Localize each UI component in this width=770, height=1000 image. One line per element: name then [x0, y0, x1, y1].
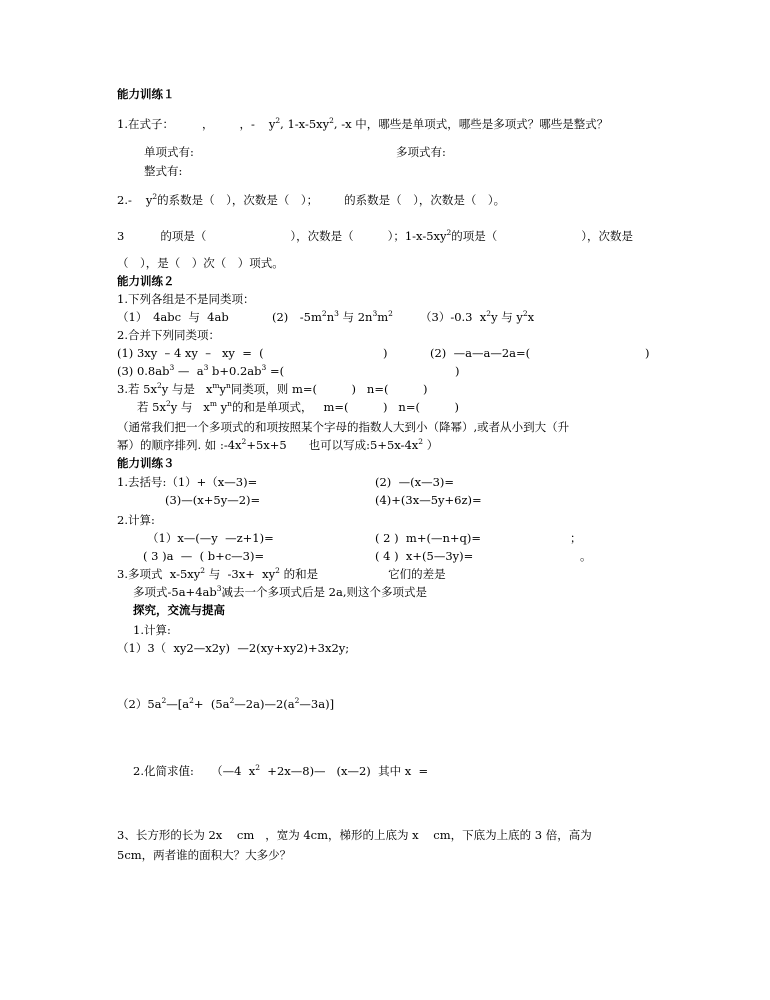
- combine-like-terms-question: 2.合并下列同类项：: [117, 328, 220, 342]
- remove-brackets-4: (4)+(3x—5y+6z)=: [375, 493, 482, 507]
- remove-brackets-3: (3)—(x+5y—2)=: [165, 493, 261, 507]
- area-problem-line-1: 3、长方形的长为 2x cm ，宽为 4cm，梯形的上底为 x cm，下底为上底的 3 倍，高为: [117, 828, 592, 842]
- explore-calculate-2: $(2)5a^2—[a^2+$ $(5a^2—2a)—2(a^2—3a)$]: [117, 696, 335, 711]
- calculate-label: 2.计算:: [117, 513, 155, 527]
- polynomial-sum-question: 3.多项式 $x-5xy^2$ 与 $-3x+ xy^2$ 的和是 它们的差是: [117, 566, 446, 581]
- monomial-sum-question: 若 $5x^2y$ 与 $x^m$ $y^n$的和是单项式， m=( ) n=( ): [137, 399, 459, 414]
- explore-calculate-label: 1.计算:: [133, 623, 171, 637]
- calculate-2-end: ；: [570, 531, 582, 545]
- combine-item-3-close: ): [455, 364, 460, 378]
- combine-item-1-close: ): [383, 346, 388, 360]
- question-3: 3 的项是（ ），次数是（ ）；$1-x-5xy^2$的项是（ ），次数是: [117, 228, 634, 243]
- monomial-answer-label: 单项式有:: [144, 145, 194, 159]
- calculate-3: ( 3 )a — ( b+c—3)=: [143, 549, 265, 563]
- area-problem-line-2: 5cm，两者谁的面积大？大多少？: [117, 848, 292, 862]
- combine-item-2-close: ): [645, 346, 650, 360]
- question-3-line-2: （ ），是（ ）次（ ）项式。: [117, 256, 284, 270]
- like-terms-pair-1: （1） 4abc 与 4ab: [117, 310, 229, 324]
- ordering-note-line-2: 幂）的顺序排列. 如 $:-4x^2+5x+5$ 也可以写成$:5+5x-4x^2$ ）: [117, 437, 439, 452]
- like-terms-pair-2: (2) $-5m^2n^3$ 与 $2n^3m^2$: [272, 309, 393, 324]
- like-terms-pair-3: （3）-0.3 $x^2y$ 与 $y^2x$: [420, 309, 535, 324]
- like-terms-question: 1.下列各组是不是同类项：: [117, 292, 255, 306]
- remove-brackets-1: 1.去括号:（1）+（x—3)=: [117, 475, 258, 489]
- calculate-4: ( 4 ) x+(5—3y)=: [375, 549, 474, 563]
- polynomial-answer-label: 多项式有:: [396, 145, 446, 159]
- remove-brackets-2: (2) —(x—3)=: [375, 475, 455, 489]
- combine-item-2: (2) —a—a—2a=(: [430, 346, 531, 360]
- section-heading-1: 能力训练１: [117, 87, 175, 101]
- section-heading-explore: 探究，交流与提高: [133, 603, 225, 617]
- calculate-4-end: 。: [580, 549, 592, 563]
- simplify-and-evaluate: 2.化简求值: （—4 $x^2$ +2x—8)— (x—2) 其中 x =: [133, 763, 429, 778]
- explore-calculate-1: （1）3（ xy2—x2y) —2(xy+xy2)+3x2y;: [117, 641, 350, 655]
- combine-item-3: (3) $0.8ab^3$ — $a^3$ $b+0.2ab^3$ =(: [117, 363, 285, 378]
- combine-item-1: (1) 3xy – 4 xy – xy = (: [117, 346, 264, 360]
- ordering-note-line-1: （通常我们把一个多项式的和项按照某个字母的指数人大到小（降幂）,或者从小到大（升: [117, 420, 570, 434]
- section-heading-2: 能力训练２: [117, 274, 175, 288]
- calculate-2: ( 2 ) m+(—n+q)=: [375, 531, 481, 545]
- question-1: 1.在式子： ， ，- $y^2$, $1-x-5xy^2$, -x 中，哪些是单项式，哪些是多项式？哪些是整式？: [117, 116, 609, 131]
- polynomial-subtract-question: 多项式$-5a+4ab^3$减去一个多项式后是 2a,则这个多项式是: [133, 584, 427, 599]
- like-terms-exponent-question: 3.若 $5x^2y$ 与是 $x^my^n$同类项，则 m=( ) n=( ): [117, 381, 428, 396]
- calculate-1: （1）x—(—y —z+1)=: [147, 531, 274, 545]
- section-heading-3: 能力训练３: [117, 456, 175, 470]
- question-2: 2.- $y^2$的系数是（ ），次数是（ ）； 的系数是（ ），次数是（ ）。: [117, 192, 506, 207]
- integral-expression-answer-label: 整式有:: [144, 164, 183, 178]
